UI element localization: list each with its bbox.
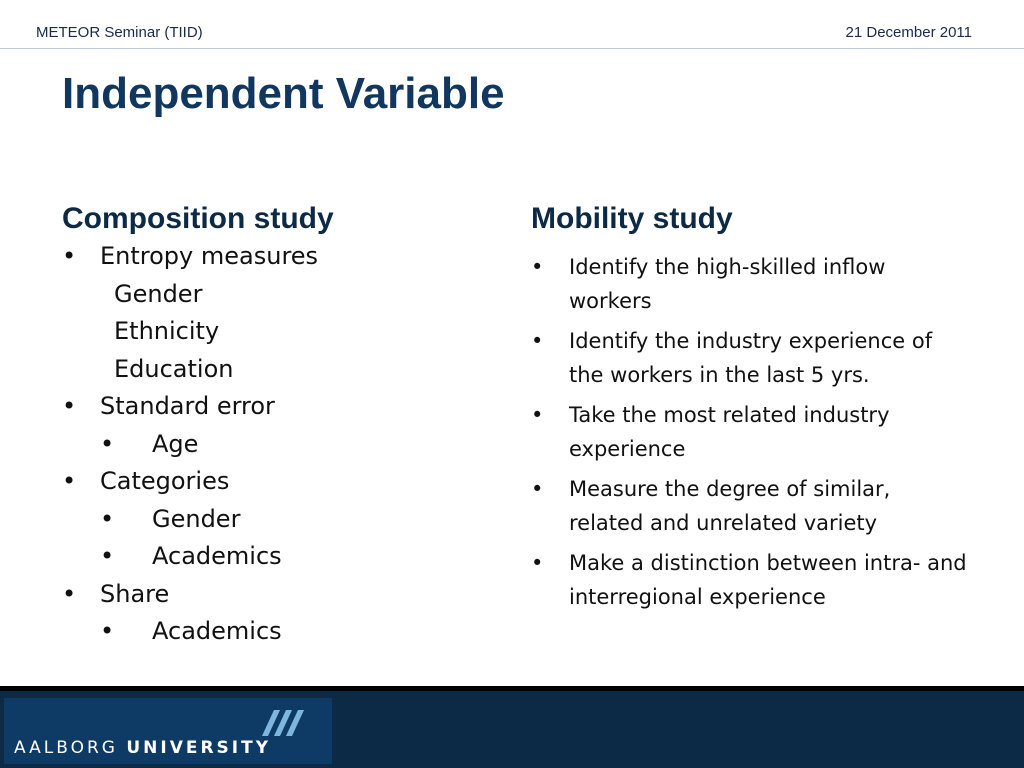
list-item (531, 324, 971, 392)
bullet-icon: • (100, 504, 115, 533)
list-item (62, 238, 482, 276)
logo-text-aalborg: AALBORG (14, 738, 118, 758)
bullet-icon: • (531, 329, 544, 353)
list-item-text: Share (100, 579, 170, 608)
list-item-text: Identify the industry experience of the workers in the last 5 yrs. (569, 329, 933, 387)
list-item (62, 501, 482, 539)
list-item (62, 613, 482, 651)
list-item-text: Academics (152, 542, 282, 570)
bullet-icon: • (531, 477, 544, 501)
slide-title: Independent Variable (62, 69, 505, 118)
bullet-icon: • (62, 579, 77, 608)
logo-text-university: UNIVERSITY (126, 738, 272, 758)
list-item-text: Gender (152, 504, 241, 533)
list-item (531, 398, 971, 466)
header-seminar-label: METEOR Seminar (TIID) (36, 24, 203, 41)
header-divider (0, 48, 1024, 49)
university-logo (4, 698, 332, 764)
list-item: Ethnicity (114, 317, 220, 345)
list-item (62, 388, 482, 426)
list-item-text: Standard error (100, 392, 275, 420)
footer-divider (0, 686, 1024, 691)
composition-column (62, 200, 482, 651)
composition-heading: Composition study (62, 202, 334, 235)
bullet-icon: • (62, 242, 77, 270)
list-item: Education (114, 354, 234, 383)
list-item (62, 538, 482, 576)
bullet-icon: • (100, 429, 115, 458)
list-item-text: Academics (152, 617, 282, 645)
mobility-column (531, 200, 971, 620)
list-item-text: Age (152, 429, 199, 458)
footer-bar (0, 686, 1024, 768)
bullet-icon: • (62, 392, 77, 420)
list-item-text: Measure the degree of similar, related and unrelated variety (569, 477, 891, 535)
bullet-icon: • (531, 255, 544, 279)
university-logo-mark-icon (258, 706, 306, 738)
list-item (62, 426, 482, 464)
mobility-heading: Mobility study (531, 202, 733, 235)
header-date: 21 December 2011 (845, 24, 972, 41)
list-item-text: Entropy measures (100, 242, 319, 270)
list-item-text: Identify the high-skilled inflow workers (569, 255, 886, 313)
bullet-icon: • (100, 617, 115, 645)
mobility-list (531, 250, 971, 614)
bullet-icon: • (62, 467, 77, 495)
list-item-text: Take the most related industry experience (569, 403, 890, 461)
composition-list (62, 238, 482, 651)
list-item: Gender (114, 279, 203, 308)
list-item (531, 546, 971, 614)
list-item-text: Categories (100, 467, 230, 495)
bullet-icon: • (531, 403, 544, 427)
list-item (531, 250, 971, 318)
list-item (62, 576, 482, 614)
list-item-text: Make a distinction between intra- and interregional experience (569, 551, 967, 609)
list-item (62, 463, 482, 501)
list-item (531, 472, 971, 540)
bullet-icon: • (531, 551, 544, 575)
bullet-icon: • (100, 542, 115, 570)
